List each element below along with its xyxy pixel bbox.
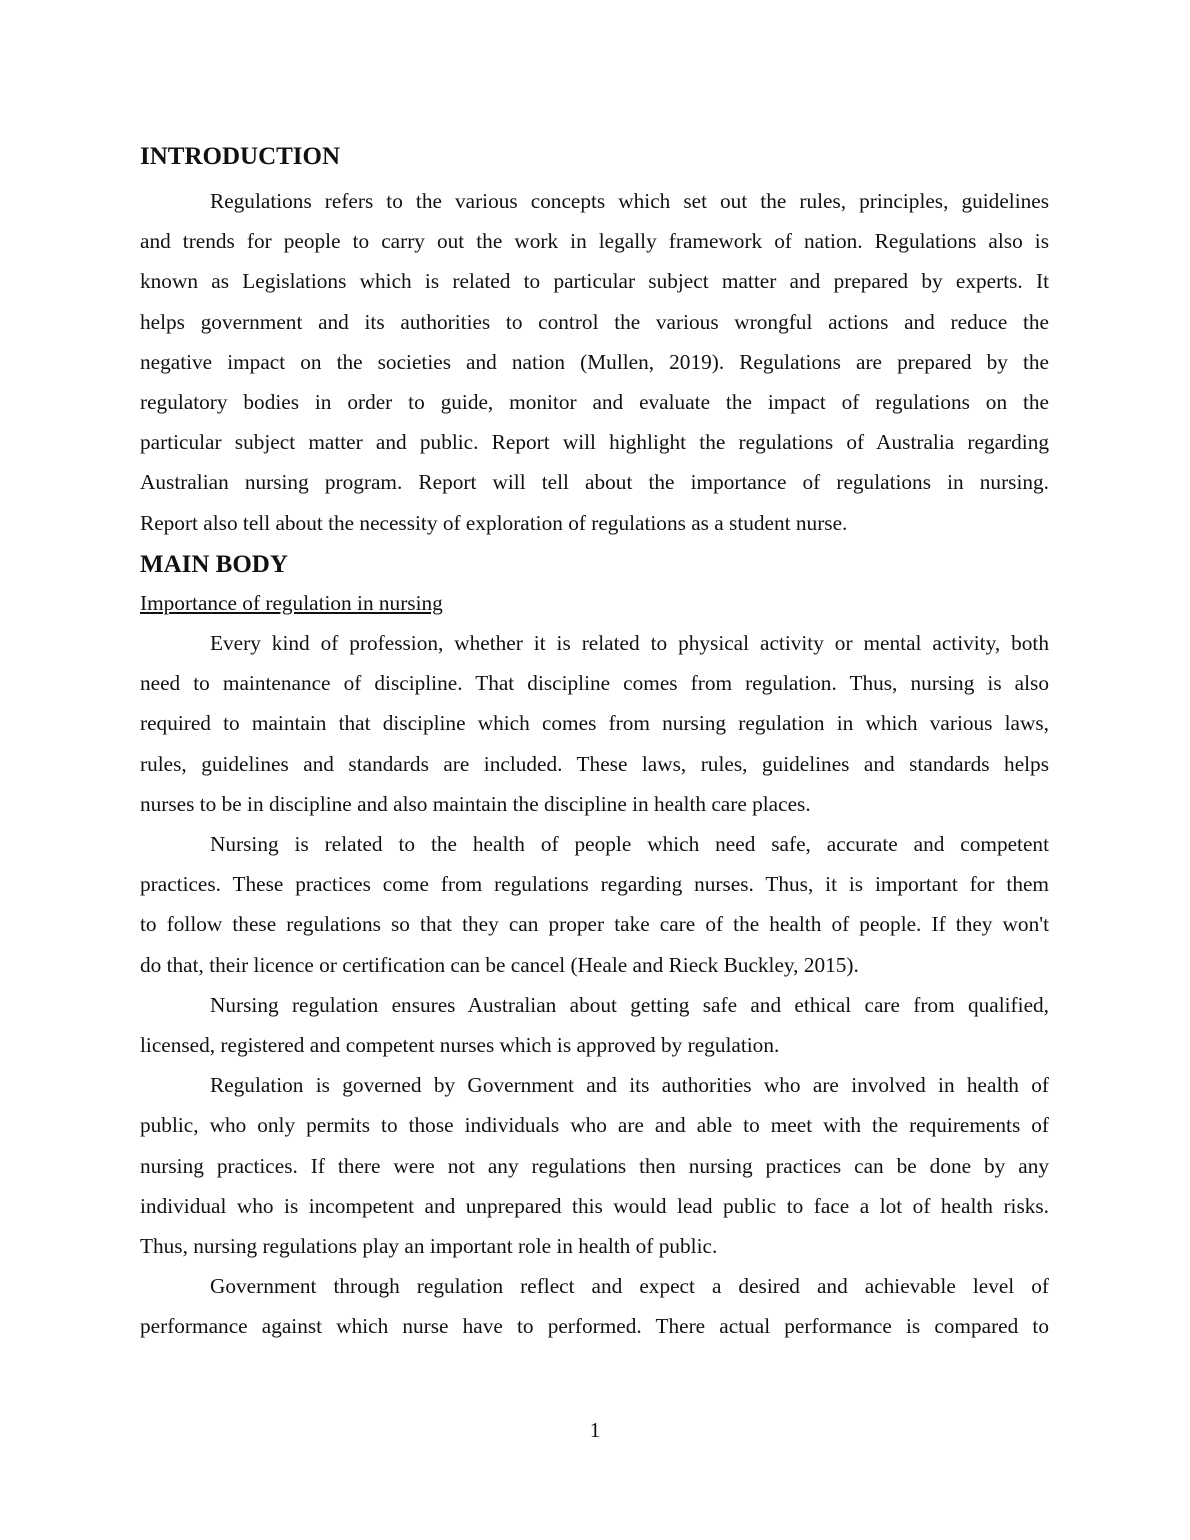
text-line: Thus, nursing regulations play an important role in health of public.: [140, 1234, 718, 1259]
body-paragraph: [140, 1065, 1049, 1266]
text-line: performance against which nurse have to performed. There actual performance is compared to: [140, 1314, 1049, 1339]
subheading: Importance of regulation in nursing: [140, 590, 443, 615]
body-paragraph: [140, 985, 1049, 1065]
page-content: [140, 143, 1049, 1347]
body-paragraph: [140, 824, 1049, 985]
text-line: negative impact on the societies and nation (Mullen, 2019). Regulations are prepared by the: [140, 349, 1049, 374]
text-line: Regulations refers to the various concepts which set out the rules, principles, guidelines: [210, 189, 1049, 213]
text-line: Government through regulation reflect and expect a desired and achievable level of: [210, 1274, 1049, 1299]
text-line: to follow these regulations so that they can proper take care of the health of people. If they won't: [140, 912, 1049, 937]
introduction-heading: INTRODUCTION: [140, 143, 341, 170]
text-line: particular subject matter and public. Report will highlight the regulations of Australia regarding: [140, 430, 1049, 455]
text-line: need to maintenance of discipline. That discipline comes from regulation. Thus, nursing is also: [140, 671, 1049, 696]
text-line: public, who only permits to those individuals who are and able to meet with the requirements of: [140, 1113, 1049, 1138]
text-line: Australian nursing program. Report will tell about the importance of regulations in nursing.: [140, 470, 1049, 495]
text-line: rules, guidelines and standards are included. These laws, rules, guidelines and standards helps: [140, 751, 1049, 776]
text-line: do that, their licence or certification can be cancel (Heale and Rieck Buckley, 2015).: [140, 952, 859, 977]
text-line: Every kind of profession, whether it is related to physical activity or mental activity, both: [210, 631, 1049, 656]
text-line: required to maintain that discipline which comes from nursing regulation in which various laws,: [140, 711, 1049, 736]
main-body-heading: MAIN BODY: [140, 550, 288, 578]
text-line: known as Legislations which is related to particular subject matter and prepared by experts. It: [140, 269, 1049, 294]
text-line: Nursing is related to the health of people which need safe, accurate and competent: [210, 832, 1049, 857]
text-line: individual who is incompetent and unprepared this would lead public to face a lot of health risks.: [140, 1193, 1049, 1218]
body-paragraph-continued: [140, 1266, 1049, 1346]
text-line: practices. These practices come from regulations regarding nurses. Thus, it is important for them: [140, 872, 1049, 897]
body-paragraph: [140, 623, 1049, 824]
text-line: licensed, registered and competent nurses which is approved by regulation.: [140, 1033, 780, 1058]
text-line: and trends for people to carry out the work in legally framework of nation. Regulations also is: [140, 229, 1049, 254]
text-line: nurses to be in discipline and also maintain the discipline in health care places.: [140, 791, 811, 816]
text-line: nursing practices. If there were not any regulations then nursing practices can be done by any: [140, 1153, 1049, 1178]
text-line: helps government and its authorities to control the various wrongful actions and reduce the: [140, 309, 1049, 334]
text-line: Nursing regulation ensures Australian about getting safe and ethical care from qualified,: [210, 992, 1049, 1017]
intro-paragraph: [140, 181, 1049, 543]
text-line: Regulation is governed by Government and its authorities who are involved in health of: [210, 1073, 1049, 1098]
page-number: 1: [589, 1418, 601, 1442]
text-line: Report also tell about the necessity of exploration of regulations as a student nurse.: [140, 510, 848, 535]
text-line: regulatory bodies in order to guide, monitor and evaluate the impact of regulations on the: [140, 390, 1049, 415]
